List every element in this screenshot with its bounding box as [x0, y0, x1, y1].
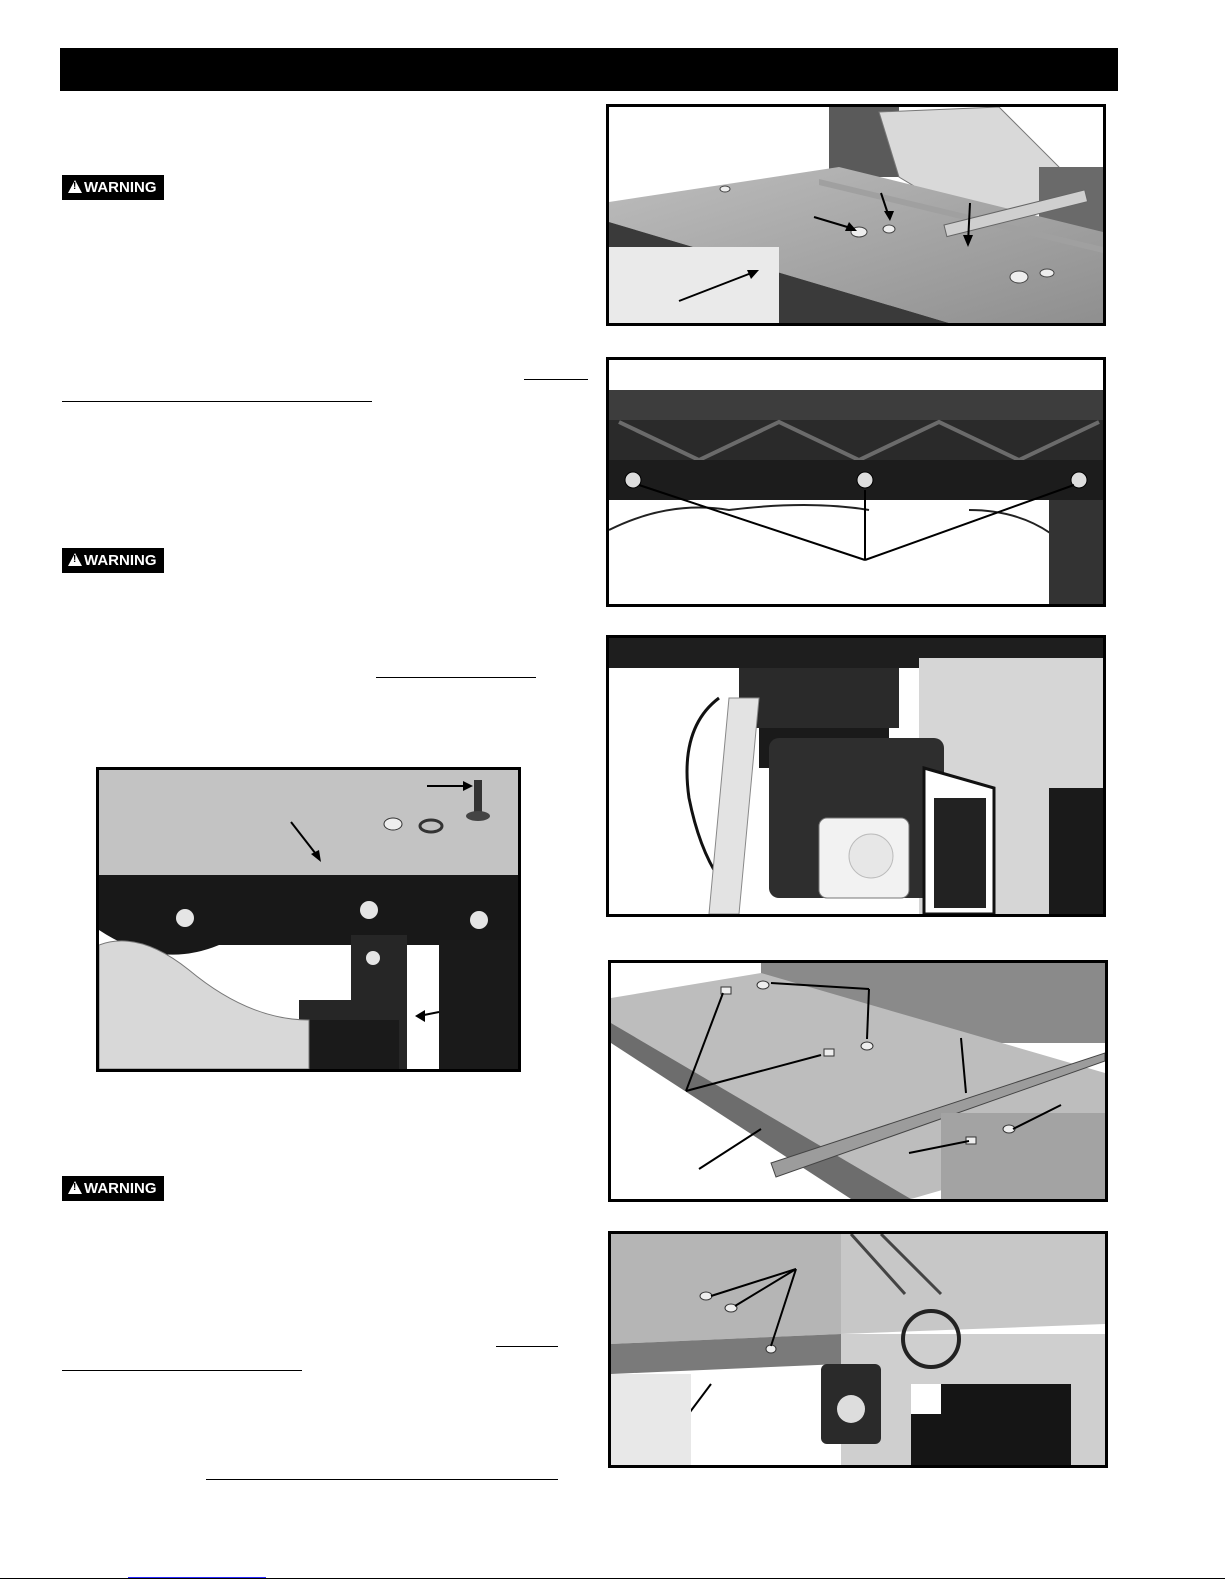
figure-bracket-inset — [96, 767, 521, 1072]
section-header-bar — [60, 48, 1118, 91]
warning-badge-3: !WARNING — [62, 1176, 164, 1201]
figure-switch-assembly — [606, 635, 1106, 917]
underline-rule — [62, 1370, 302, 1371]
footer-rule — [0, 1578, 1225, 1579]
underline-rule — [206, 1479, 558, 1480]
warning-badge-1: !WARNING — [62, 175, 164, 200]
figure-extension-wing — [608, 960, 1108, 1202]
figure-saw-assembled — [608, 1231, 1108, 1468]
underline-rule — [62, 401, 372, 402]
warning-triangle-icon — [68, 1181, 82, 1194]
underline-rule — [496, 1346, 558, 1347]
warning-triangle-icon — [68, 553, 82, 566]
warning-triangle-icon — [68, 180, 82, 193]
underline-rule — [524, 379, 588, 380]
underline-rule — [376, 677, 536, 678]
figure-rail-screws — [606, 357, 1106, 607]
warning-badge-2: !WARNING — [62, 548, 164, 573]
figure-table-top — [606, 104, 1106, 326]
